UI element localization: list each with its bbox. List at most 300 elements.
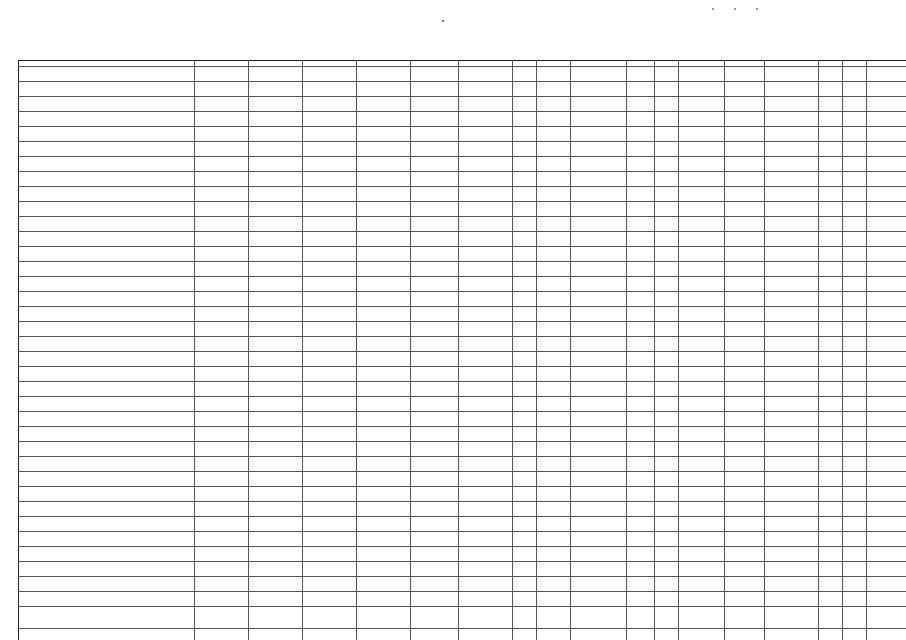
table-cell [537,629,571,640]
table-cell [571,307,627,322]
table-cell [571,442,627,457]
table-cell [819,277,843,292]
table-cell [513,472,537,487]
table-cell [19,337,195,352]
table-cell [679,442,725,457]
table-cell [537,322,571,337]
table-cell [819,262,843,277]
table-cell [249,412,303,427]
table-cell [513,157,537,172]
table-row [19,442,906,457]
table-cell [627,457,655,472]
table-cell [411,262,459,277]
table-cell [867,202,906,217]
table-cell [459,352,513,367]
table-cell [655,397,679,412]
table-cell [571,352,627,367]
table-cell [627,112,655,127]
table-cell [843,472,867,487]
table-cell [537,262,571,277]
table-cell [19,292,195,307]
table-cell [195,352,249,367]
table-cell [411,577,459,592]
table-cell [537,472,571,487]
table-cell [459,262,513,277]
table-cell [195,127,249,142]
table-cell [19,67,195,82]
table-cell [725,67,765,82]
table-cell [571,457,627,472]
table-cell [867,187,906,202]
table-cell [357,562,411,577]
table-cell [867,532,906,547]
table-cell [19,427,195,442]
table-cell [537,562,571,577]
table-cell [819,427,843,442]
table-cell [513,547,537,562]
table-cell [765,592,819,607]
table-cell [411,172,459,187]
table-cell [679,82,725,97]
table-cell [303,412,357,427]
table-cell [513,112,537,127]
table-cell [249,82,303,97]
table-cell [725,502,765,517]
table-cell [303,172,357,187]
table-cell [867,352,906,367]
table-cell [725,172,765,187]
table-cell [819,397,843,412]
table-cell [725,322,765,337]
table-cell [513,592,537,607]
table-cell [537,247,571,262]
table-cell [571,202,627,217]
table-cell [249,397,303,412]
data-table-body [19,61,906,640]
table-cell [627,172,655,187]
table-cell [571,187,627,202]
table-row [19,322,906,337]
table-cell [19,217,195,232]
table-cell [411,187,459,202]
table-cell [819,367,843,382]
table-cell [357,457,411,472]
table-cell [357,472,411,487]
table-cell [459,367,513,382]
table-cell [303,322,357,337]
table-cell [819,187,843,202]
table-cell [537,607,571,629]
table-cell [843,202,867,217]
table-cell [725,427,765,442]
table-cell [303,307,357,322]
table-cell [655,382,679,397]
table-cell [679,337,725,352]
table-cell [843,127,867,142]
table-cell [411,487,459,502]
table-cell [571,322,627,337]
scan-tick [712,8,714,10]
table-cell [411,367,459,382]
table-cell [513,562,537,577]
table-cell [655,457,679,472]
table-cell [357,607,411,629]
table-cell [195,247,249,262]
table-cell [867,577,906,592]
table-cell [459,322,513,337]
table-cell [195,187,249,202]
table-cell [655,629,679,640]
table-cell [303,82,357,97]
table-cell [249,352,303,367]
table-cell [303,352,357,367]
table-cell [867,232,906,247]
table-cell [357,547,411,562]
table-cell [249,517,303,532]
table-cell [819,112,843,127]
table-cell [19,457,195,472]
table-cell [765,517,819,532]
table-cell [357,337,411,352]
table-cell [655,157,679,172]
table-cell [19,472,195,487]
table-cell [679,112,725,127]
table-cell [303,629,357,640]
table-cell [195,517,249,532]
table-cell [627,187,655,202]
table-row [19,232,906,247]
table-cell [867,457,906,472]
table-cell [867,292,906,307]
table-cell [249,337,303,352]
table-cell [513,82,537,97]
table-cell [571,472,627,487]
table-cell [459,277,513,292]
table-cell [249,217,303,232]
table-cell [819,472,843,487]
table-cell [765,547,819,562]
table-row [19,532,906,547]
table-cell [725,82,765,97]
table-cell [357,172,411,187]
table-cell [655,97,679,112]
table-row [19,457,906,472]
table-row [19,262,906,277]
table-row [19,607,906,629]
table-cell [249,442,303,457]
table-cell [357,127,411,142]
table-cell [513,427,537,442]
table-cell [411,337,459,352]
table-cell [571,427,627,442]
table-cell [303,337,357,352]
table-cell [843,262,867,277]
table-cell [571,172,627,187]
table-cell [819,352,843,367]
table-cell [819,577,843,592]
table-cell [249,232,303,247]
table-cell [765,322,819,337]
table-cell [411,307,459,322]
table-cell [513,127,537,142]
table-cell [303,232,357,247]
table-cell [571,277,627,292]
table-cell [459,202,513,217]
table-row [19,562,906,577]
table-cell [765,157,819,172]
table-cell [357,322,411,337]
table-cell [303,142,357,157]
table-cell [765,352,819,367]
table-cell [655,292,679,307]
table-cell [867,412,906,427]
table-cell [303,277,357,292]
table-cell [679,629,725,640]
table-cell [19,172,195,187]
table-cell [459,442,513,457]
table-cell [843,337,867,352]
table-cell [537,232,571,247]
table-row [19,202,906,217]
table-cell [655,427,679,442]
table-cell [357,157,411,172]
table-cell [195,592,249,607]
table-cell [459,157,513,172]
table-cell [357,427,411,442]
table-cell [411,502,459,517]
table-cell [867,487,906,502]
table-cell [537,442,571,457]
table-cell [655,337,679,352]
table-cell [303,127,357,142]
table-cell [195,142,249,157]
table-cell [513,487,537,502]
table-cell [819,382,843,397]
table-cell [627,292,655,307]
table-cell [679,367,725,382]
table-cell [725,607,765,629]
table-cell [19,487,195,502]
table-cell [195,307,249,322]
table-cell [19,562,195,577]
table-cell [195,397,249,412]
table-cell [725,142,765,157]
table-cell [679,382,725,397]
table-cell [195,97,249,112]
table-cell [195,472,249,487]
table-cell [679,157,725,172]
table-cell [725,217,765,232]
table-cell [571,607,627,629]
table-cell [537,67,571,82]
table-cell [571,517,627,532]
table-cell [843,562,867,577]
table-cell [571,367,627,382]
table-cell [655,367,679,382]
table-cell [537,292,571,307]
table-cell [843,247,867,262]
table-cell [195,562,249,577]
table-cell [819,412,843,427]
table-cell [459,247,513,262]
table-cell [459,427,513,442]
table-cell [843,67,867,82]
table-cell [357,232,411,247]
table-cell [513,337,537,352]
table-cell [765,307,819,322]
table-cell [819,97,843,112]
table-cell [459,307,513,322]
table-cell [679,412,725,427]
table-cell [513,442,537,457]
table-cell [765,382,819,397]
table-cell [819,629,843,640]
table-cell [19,262,195,277]
table-cell [303,262,357,277]
table-cell [195,547,249,562]
table-cell [867,322,906,337]
table-cell [357,367,411,382]
table-cell [459,592,513,607]
table-cell [459,577,513,592]
data-table-frame [18,60,884,632]
table-cell [843,382,867,397]
table-cell [725,187,765,202]
table-cell [411,97,459,112]
table-cell [537,337,571,352]
table-cell [571,382,627,397]
table-row [19,367,906,382]
table-cell [459,607,513,629]
table-cell [19,382,195,397]
table-cell [249,577,303,592]
table-cell [725,442,765,457]
table-cell [19,112,195,127]
table-cell [303,247,357,262]
table-cell [303,487,357,502]
table-cell [843,82,867,97]
table-cell [411,277,459,292]
table-cell [765,427,819,442]
table-cell [843,172,867,187]
table-cell [627,629,655,640]
table-cell [571,67,627,82]
table-cell [357,442,411,457]
table-cell [19,532,195,547]
table-cell [249,277,303,292]
table-cell [655,127,679,142]
table-cell [303,67,357,82]
table-cell [627,82,655,97]
table-cell [843,412,867,427]
table-cell [249,187,303,202]
table-cell [627,232,655,247]
table-cell [679,577,725,592]
table-cell [843,112,867,127]
table-cell [249,262,303,277]
table-cell [411,217,459,232]
table-cell [195,262,249,277]
table-cell [655,202,679,217]
table-cell [867,562,906,577]
table-cell [411,247,459,262]
table-cell [867,382,906,397]
table-cell [411,352,459,367]
table-cell [411,547,459,562]
table-cell [513,292,537,307]
table-cell [571,562,627,577]
table-cell [357,142,411,157]
table-cell [627,472,655,487]
table-row [19,307,906,322]
table-cell [195,427,249,442]
table-cell [765,367,819,382]
table-cell [725,517,765,532]
table-cell [303,217,357,232]
table-cell [627,247,655,262]
table-cell [627,442,655,457]
table-row [19,127,906,142]
table-cell [249,427,303,442]
table-cell [725,127,765,142]
table-cell [303,97,357,112]
table-cell [411,532,459,547]
table-cell [459,517,513,532]
table-cell [679,142,725,157]
table-cell [459,562,513,577]
table-cell [303,547,357,562]
table-cell [303,592,357,607]
table-cell [513,502,537,517]
table-cell [249,592,303,607]
table-cell [459,457,513,472]
table-cell [411,232,459,247]
table-cell [725,487,765,502]
table-cell [867,112,906,127]
table-row [19,187,906,202]
table-cell [627,337,655,352]
table-cell [459,502,513,517]
table-cell [513,367,537,382]
table-cell [513,397,537,412]
table-cell [303,472,357,487]
table-cell [679,592,725,607]
table-cell [19,247,195,262]
table-cell [571,112,627,127]
table-cell [843,629,867,640]
table-cell [679,247,725,262]
table-cell [725,629,765,640]
table-cell [843,307,867,322]
table-cell [513,382,537,397]
table-cell [411,427,459,442]
table-cell [655,472,679,487]
table-cell [765,112,819,127]
table-cell [537,172,571,187]
table-cell [411,607,459,629]
table-cell [571,397,627,412]
table-cell [303,427,357,442]
table-cell [513,412,537,427]
table-cell [655,592,679,607]
table-cell [765,472,819,487]
table-cell [843,187,867,202]
table-cell [627,157,655,172]
table-cell [357,487,411,502]
table-row [19,547,906,562]
table-cell [357,352,411,367]
table-cell [411,397,459,412]
